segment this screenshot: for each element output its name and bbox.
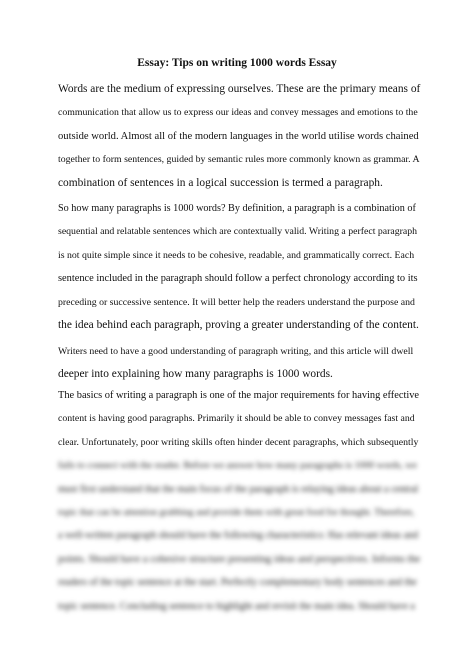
paragraph-line: content is having good paragraphs. Primarily it should be able to convey messages fast and [58, 413, 415, 425]
paragraph-line: Words are the medium of expressing ourselves. These are the primary means of [58, 83, 421, 95]
blurred-paragraph-line: must first understand that the main focus of the paragraph is relaying ideas about a central [58, 483, 419, 495]
paragraph-2 [58, 197, 420, 337]
blurred-paragraph-line: topic sentence. Concluding sentence to highlight and revisit the main idea. Should have a [58, 600, 415, 612]
blurred-paragraph-line: a well-written paragraph should have the following characteristics: Has relevant ideas and [58, 530, 419, 542]
blurred-paragraph-line: points. Should have a cohesive structure presenting ideas and perspectives. Informs the [58, 553, 421, 565]
blurred-paragraph-line: topic that can be attention grabbing and provide them with great food for thought. Therefore, [58, 507, 415, 519]
paragraph-3 [58, 340, 420, 387]
paragraph-line: The basics of writing a paragraph is one of the major requirements for having effective [58, 390, 420, 401]
paragraph-1 [58, 78, 420, 195]
paragraph-line: combination of sentences in a logical succession is termed a paragraph. [58, 176, 383, 189]
paragraph-4 [58, 384, 420, 618]
paragraph-line: Writers need to have a good understanding of paragraph writing, and this article will dwell [58, 346, 414, 357]
paragraph-line: So how many paragraphs is 1000 words? By definition, a paragraph is a combination of [58, 203, 416, 214]
paragraph-line: together to form sentences, guided by semantic rules more commonly known as grammar. A [58, 154, 420, 166]
paragraph-line: sentence included in the paragraph should follow a perfect chronology according to its [58, 273, 418, 285]
paragraph-line: preceding or successive sentence. It will better help the readers understand the purpose and [58, 296, 415, 308]
paragraph-line: deeper into explaining how many paragraphs is 1000 words. [58, 368, 333, 381]
paragraph-line: sequential and relatable sentences which are contextually valid. Writing a perfect paragraph [58, 226, 418, 238]
paragraph-line: clear. Unfortunately, poor writing skills often hinder decent paragraphs, which subsequently [58, 436, 419, 448]
paragraph-line: outside world. Almost all of the modern languages in the world utilise words chained [58, 130, 419, 142]
paragraph-line: the idea behind each paragraph, proving a greater understanding of the content. [58, 319, 419, 332]
document-title: Essay: Tips on writing 1000 words Essay [137, 57, 337, 69]
paragraph-line: is not quite simple since it needs to be cohesive, readable, and grammatically correct. Each [58, 249, 415, 261]
paragraph-line: communication that allow us to express our ideas and convey messages and emotions to the [58, 107, 418, 119]
blurred-paragraph-line: readers of the topic sentence at the start. Perfectly complementary body sentences and the [58, 577, 417, 589]
blurred-paragraph-line: fails to connect with the reader. Before we answer how many paragraphs is 1000 words, we [58, 460, 417, 472]
